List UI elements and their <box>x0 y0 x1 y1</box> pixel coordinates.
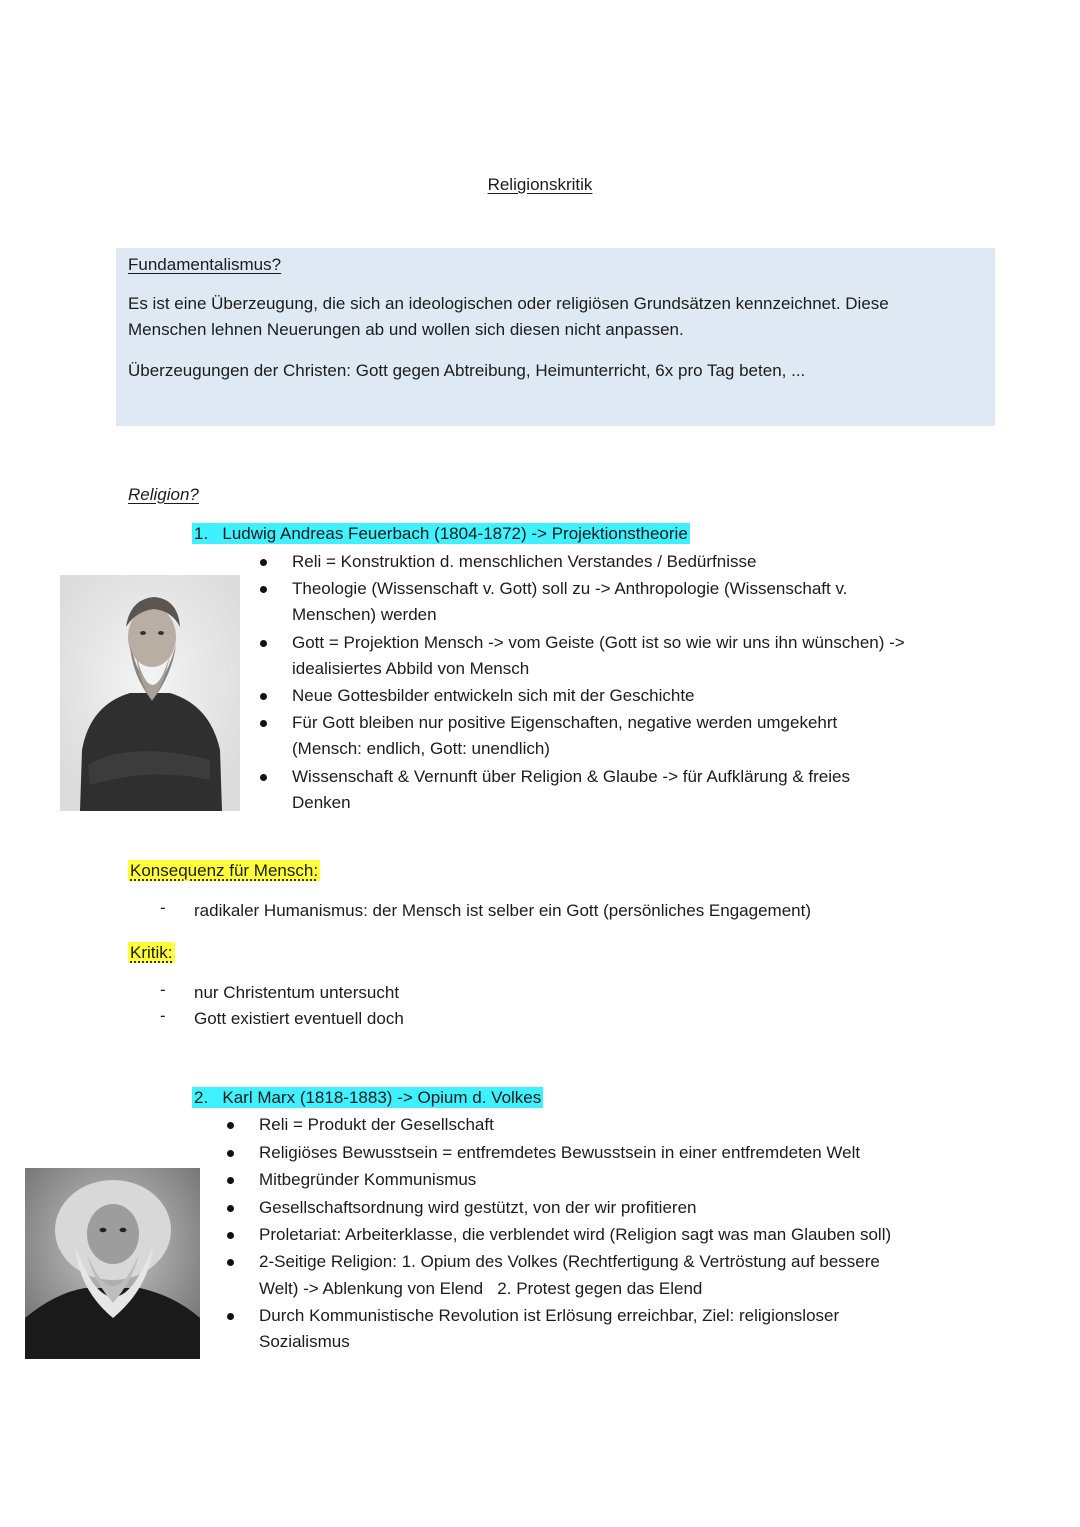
list-item: Wissenschaft & Vernunft über Religion & Glaube -> für Aufklärung & freies <box>292 767 850 786</box>
list-item-continuation: idealisiertes Abbild von Mensch <box>292 659 530 678</box>
list-item: Religiöses Bewusstsein = entfremdetes Bewusstsein in einer entfremdeten Welt <box>259 1143 861 1162</box>
bullet-icon <box>260 774 267 781</box>
list-number: 2. <box>194 1088 209 1107</box>
konsequenz-heading-text: Konsequenz für Mensch: <box>130 861 319 880</box>
list-item: Gott = Projektion Mensch -> vom Geiste (Gott ist so wie wir uns ihn wünschen) -> <box>292 633 905 652</box>
marx-portrait <box>25 1168 200 1359</box>
list-item-continuation: Welt) -> Ablenkung von Elend 2. Protest gegen das Elend <box>259 1279 703 1298</box>
bullet-icon <box>260 693 267 700</box>
list-item-continuation: (Mensch: endlich, Gott: unendlich) <box>292 739 550 758</box>
dash-marker: - <box>160 980 166 999</box>
list-item: Durch Kommunistische Revolution ist Erlösung erreichbar, Ziel: religionsloser <box>259 1306 840 1325</box>
list-item: Gott existiert eventuell doch <box>194 1009 404 1028</box>
bullet-icon <box>227 1259 234 1266</box>
list-item: Proletariat: Arbeiterklasse, die verblendet wird (Religion sagt was man Glauben soll) <box>259 1225 892 1244</box>
bullet-icon <box>227 1205 234 1212</box>
bullet-icon <box>260 586 267 593</box>
bullet-icon <box>227 1122 234 1129</box>
bullet-icon <box>260 720 267 727</box>
feuerbach-heading-text: Ludwig Andreas Feuerbach (1804-1872) -> Projektionstheorie <box>222 524 688 543</box>
page-title: Religionskritik <box>487 175 593 194</box>
list-item-continuation: Sozialismus <box>259 1332 350 1351</box>
box-paragraph-line: Überzeugungen der Christen: Gott gegen Abtreibung, Heimunterricht, 6x pro Tag beten, ... <box>128 361 806 380</box>
list-item: Für Gott bleiben nur positive Eigenschaften, negative werden umgekehrt <box>292 713 838 732</box>
list-number: 1. <box>194 524 209 543</box>
bullet-icon <box>260 559 267 566</box>
feuerbach-portrait <box>60 575 240 811</box>
list-item-continuation: Denken <box>292 793 351 812</box>
box-heading: Fundamentalismus? <box>128 255 282 274</box>
list-item: radikaler Humanismus: der Mensch ist selber ein Gott (persönliches Engagement) <box>194 901 811 920</box>
bullet-icon <box>227 1313 234 1320</box>
kritik-heading-text: Kritik: <box>130 943 173 962</box>
kritik-heading <box>128 940 175 967</box>
list-item: Neue Gottesbilder entwickeln sich mit der Geschichte <box>292 686 695 705</box>
dash-marker: - <box>160 1006 166 1025</box>
list-item: Mitbegründer Kommunismus <box>259 1170 477 1189</box>
dash-marker: - <box>160 898 166 917</box>
konsequenz-heading <box>128 858 320 885</box>
bullet-icon <box>227 1150 234 1157</box>
bullet-icon <box>227 1177 234 1184</box>
list-item: 2-Seitige Religion: 1. Opium des Volkes (Rechtfertigung & Vertröstung auf bessere <box>259 1252 880 1271</box>
bullet-icon <box>260 640 267 647</box>
feuerbach-heading <box>192 521 690 548</box>
list-item: nur Christentum untersucht <box>194 983 400 1002</box>
bullet-icon <box>227 1232 234 1239</box>
list-item: Reli = Produkt der Gesellschaft <box>259 1115 494 1134</box>
box-paragraph-line: Menschen lehnen Neuerungen ab und wollen sich diesen nicht anpassen. <box>128 320 684 339</box>
list-item: Reli = Konstruktion d. menschlichen Verstandes / Bedürfnisse <box>292 552 757 571</box>
list-item: Gesellschaftsordnung wird gestützt, von der wir profitieren <box>259 1198 697 1217</box>
list-item: Theologie (Wissenschaft v. Gott) soll zu -> Anthropologie (Wissenschaft v. <box>292 579 848 598</box>
marx-heading <box>192 1085 543 1112</box>
list-item-continuation: Menschen) werden <box>292 605 437 624</box>
section-heading: Religion? <box>128 485 199 504</box>
marx-heading-text: Karl Marx (1818-1883) -> Opium d. Volkes <box>222 1088 542 1107</box>
box-paragraph-line: Es ist eine Überzeugung, die sich an ideologischen oder religiösen Grundsätzen kennzeichnet. Diese <box>128 294 889 313</box>
